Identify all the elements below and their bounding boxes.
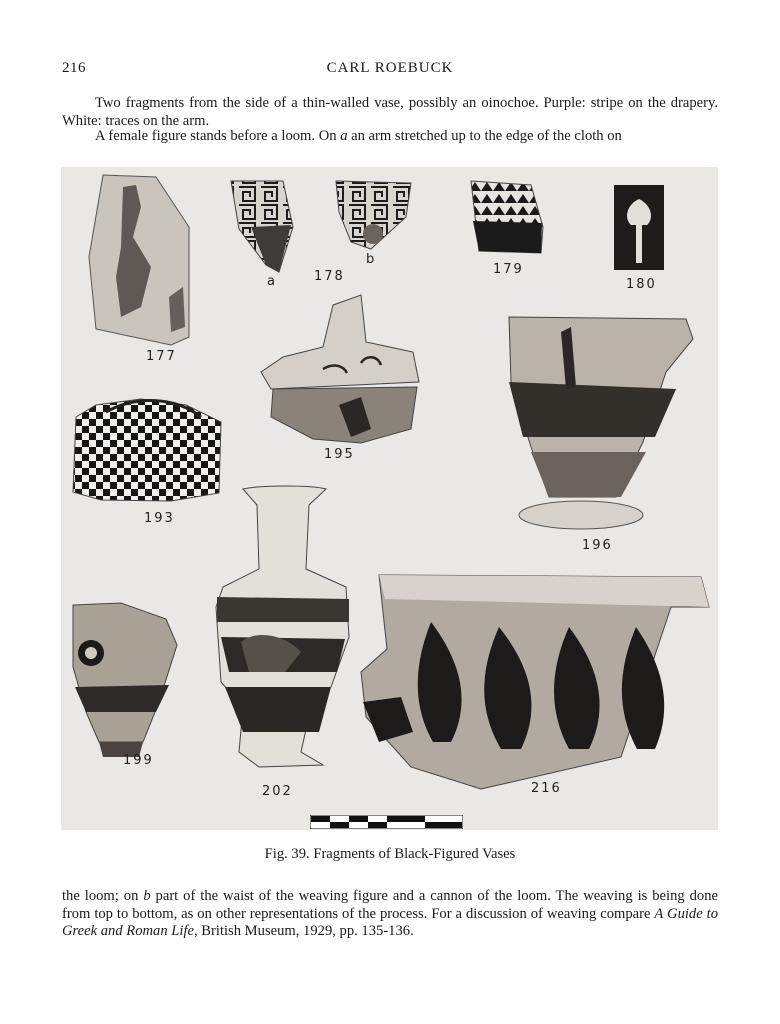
- paragraph-3-text-3: , British Museum, 1929, pp. 135-136.: [194, 923, 414, 939]
- fragment-180: [614, 185, 664, 292]
- running-head: CARL ROEBUCK: [326, 60, 454, 76]
- label-199: 199: [123, 753, 154, 768]
- fragment-199: [73, 603, 177, 768]
- fragment-179: [471, 181, 543, 277]
- paragraph-2: [62, 128, 718, 146]
- label-193: 193: [144, 511, 175, 526]
- fragment-178a: [231, 181, 293, 289]
- paragraph-3-text-2: part of the waist of the weaving figure and a cannon of the loom. The weaving is being done from top to bottom, as on other representations of the process. For a discussion of weaving compare: [62, 888, 718, 922]
- label-178b: b: [366, 252, 377, 267]
- label-196: 196: [582, 538, 613, 553]
- paragraph-1: Two fragments from the side of a thin-walled vase, possibly an oinochoe. Purple: stripe on the drapery. White: traces on the arm.: [62, 95, 718, 129]
- label-216: 216: [531, 781, 562, 796]
- label-179: 179: [493, 262, 524, 277]
- label-202: 202: [262, 784, 293, 799]
- paragraph-2-end: an arm stretched up to the edge of the cloth on: [347, 128, 622, 144]
- paragraph-2-em: a: [340, 128, 348, 144]
- fragment-193: [73, 399, 221, 526]
- label-177: 177: [146, 349, 177, 364]
- fragment-202: [216, 486, 349, 799]
- paragraph-3-em-b: b: [143, 888, 151, 904]
- fragment-195: [261, 295, 419, 462]
- label-195: 195: [324, 447, 355, 462]
- photo-plate: [61, 167, 718, 830]
- fragment-196: [509, 317, 693, 553]
- plate-drawing: [61, 167, 718, 830]
- scale-bar: [310, 815, 463, 829]
- label-178: 178: [314, 269, 345, 284]
- paragraph-2-start: A female figure stands before a loom. On: [95, 128, 341, 144]
- label-178a: a: [267, 274, 277, 289]
- fragment-178b: [336, 181, 411, 267]
- book-title: A Guide to Greek and Roman Life: [62, 905, 718, 939]
- fragment-177: [89, 175, 189, 364]
- fragment-216: [361, 575, 709, 796]
- label-180: 180: [626, 277, 657, 292]
- figure-caption: Fig. 39. Fragments of Black-Figured Vases: [264, 846, 516, 862]
- page-number: 216: [62, 60, 86, 76]
- paragraph-3-text-1: the loom; on: [62, 888, 144, 904]
- paragraph-3: [62, 888, 718, 941]
